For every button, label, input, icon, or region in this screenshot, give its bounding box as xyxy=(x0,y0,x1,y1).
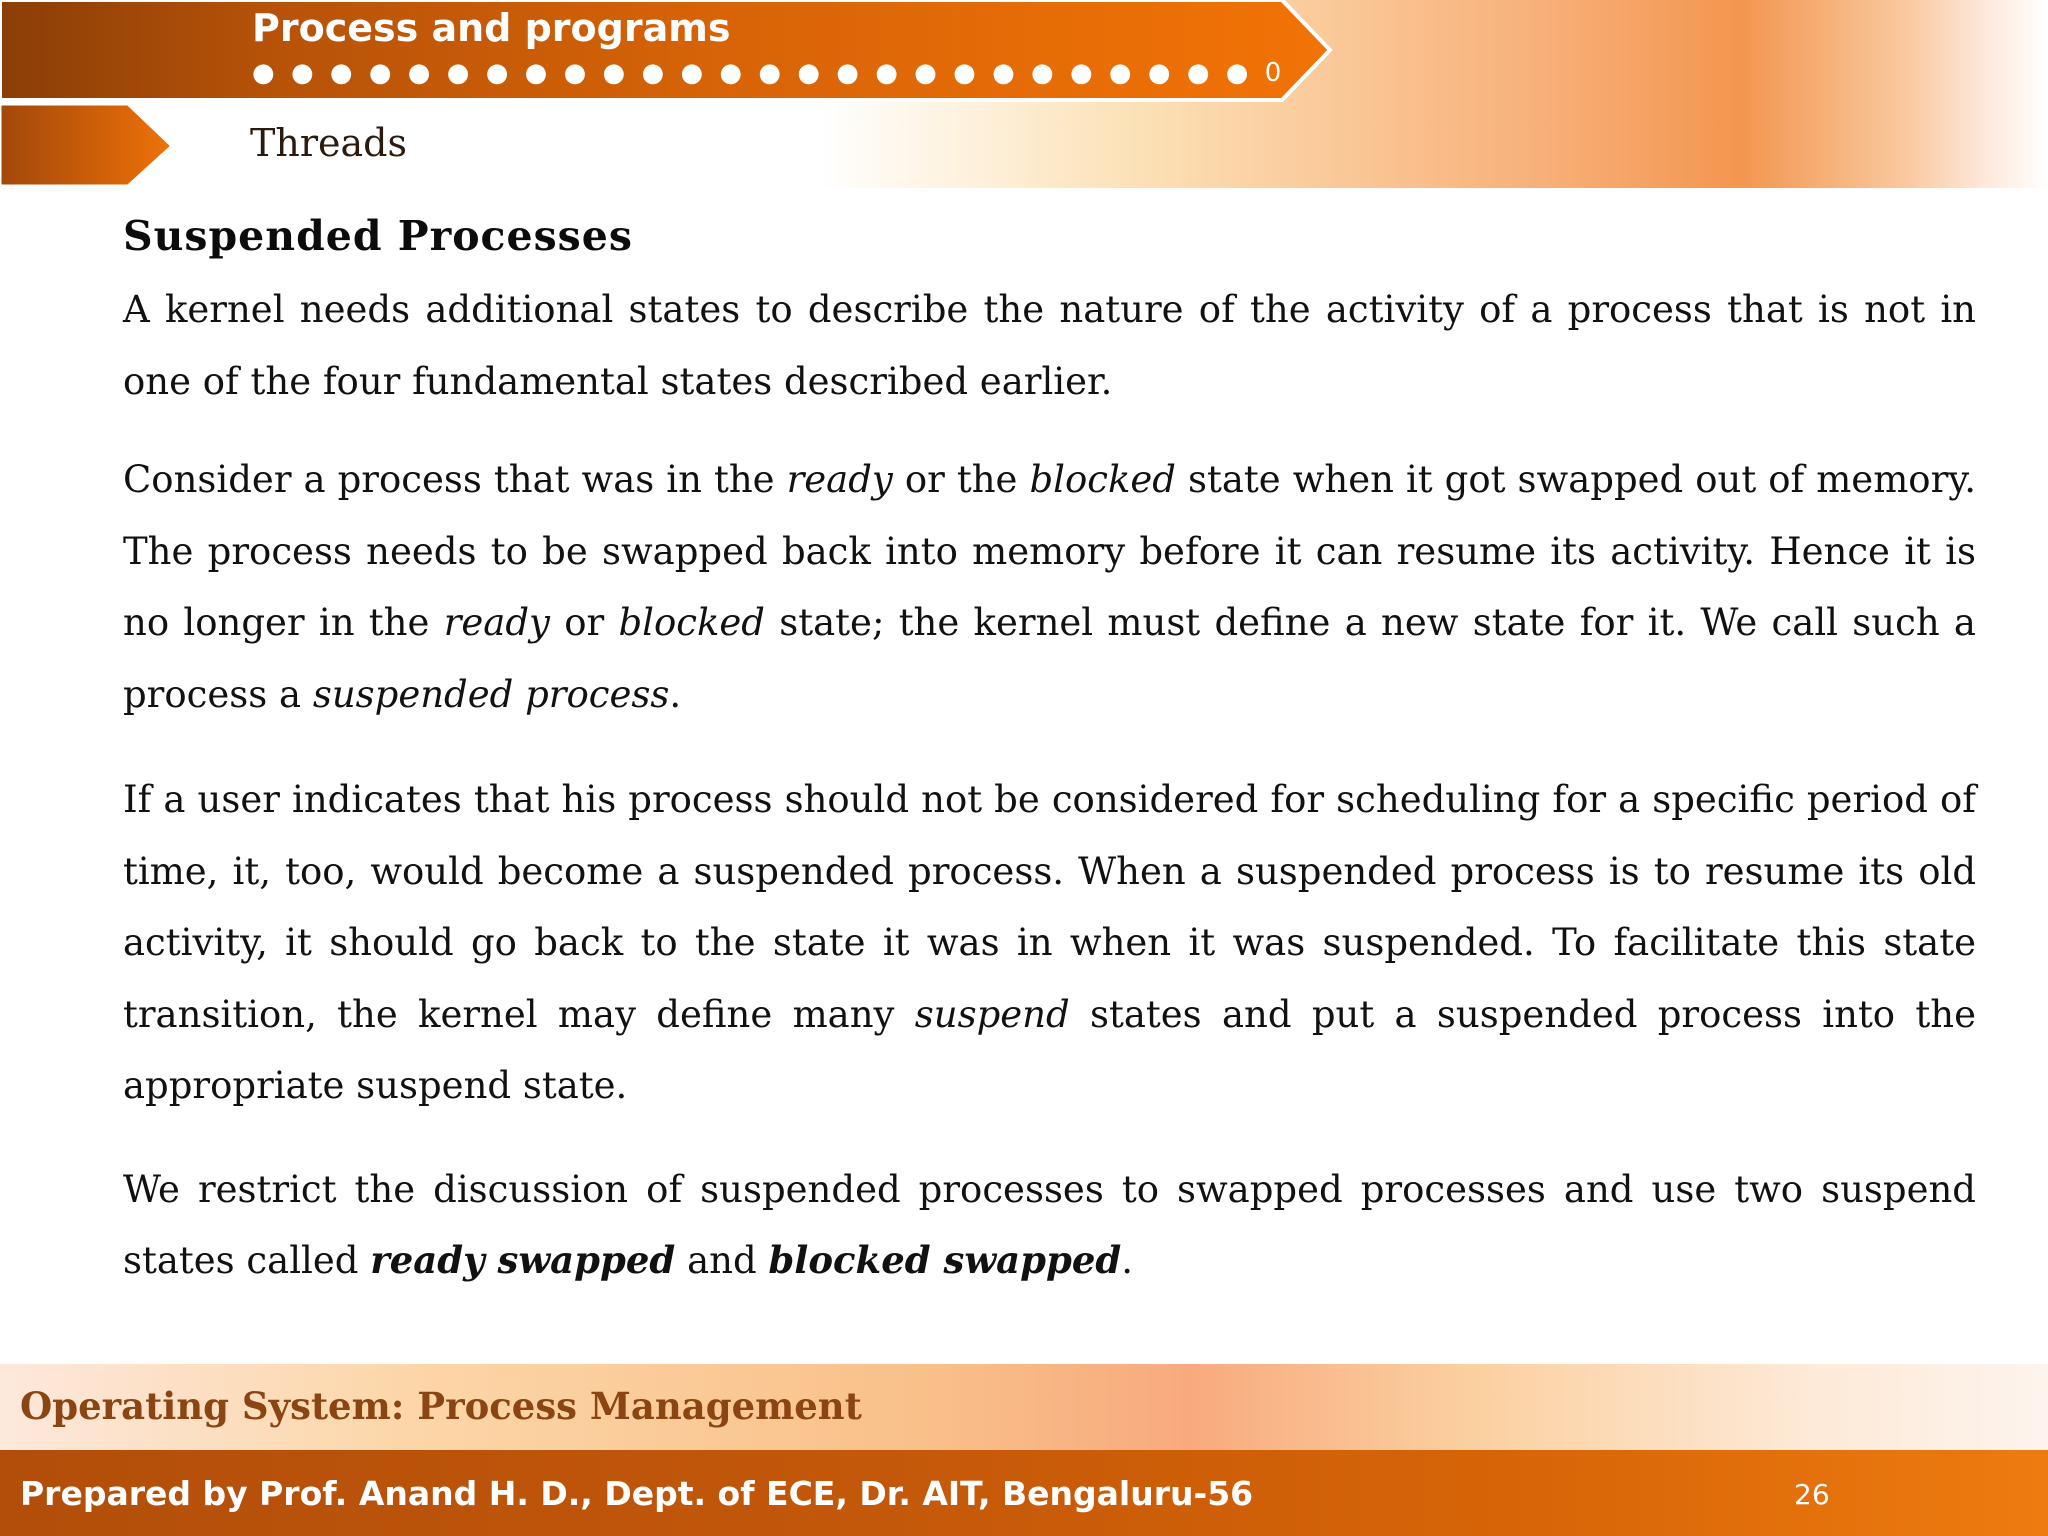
p4-strong: blocked swapped xyxy=(768,1238,1122,1282)
author-credit: Prepared by Prof. Anand H. D., Dept. of ECE, Dr. AIT, Bengaluru-56 xyxy=(20,1474,1254,1513)
slide-content xyxy=(123,212,1976,1297)
progress-dots: ● ● ● ● ● ● ● ● ● ● ● ● ● ● ● ● ● ● ● ● ● ● ● ● ● ● 0 xyxy=(252,58,1286,88)
p2-text: or xyxy=(549,601,619,644)
section-title: Process and programs xyxy=(252,6,731,50)
page-number: 26 xyxy=(1794,1478,1830,1511)
p2-emphasis: blocked xyxy=(618,601,765,644)
p3-emphasis: suspend xyxy=(914,992,1070,1036)
paragraph-4 xyxy=(123,1154,1976,1297)
p4-strong: ready swapped xyxy=(370,1238,676,1282)
p2-text: Consider a process that was in the xyxy=(123,458,787,501)
paragraph-3 xyxy=(123,764,1976,1122)
paragraph-1: A kernel needs additional states to describe the nature of the activity of a process that is not in one of the four fundamental states described earlier. xyxy=(123,288,1976,403)
p2-text: . xyxy=(669,672,682,716)
paragraph-2 xyxy=(123,444,1976,730)
p2-text: or the xyxy=(892,458,1030,501)
course-title: Operating System: Process Management xyxy=(20,1384,862,1428)
p2-emphasis: ready xyxy=(786,458,893,501)
p2-text: state when it got swapped out of memory. The process needs to be swapped back into memory before it can resume its activity. Hence it is no longer in the xyxy=(123,458,1977,644)
p4-text: and xyxy=(675,1239,769,1282)
content-heading: Suspended Processes xyxy=(123,212,633,260)
p2-emphasis: blocked xyxy=(1029,458,1176,501)
p3-text: states and put a suspended process into the appropriate suspend state. xyxy=(123,992,1976,1107)
p3-text: If a user indicates that his process should not be considered for scheduling for a specific period of time, it, too, would become a suspended process. When a suspended process is to resume its old activity, it should go back to the state it was in when it was suspended. To facilitate this state transition, the kernel may define many xyxy=(123,778,1976,1036)
p2-emphasis: ready xyxy=(443,601,550,644)
p2-text: state; the kernel must define a new state for it. We call such a process a xyxy=(123,601,1976,716)
p4-text: . xyxy=(1121,1239,1134,1282)
p4-text: We restrict the discussion of suspended processes to swapped processes and use two suspend states called xyxy=(123,1167,1976,1282)
p2-emphasis: suspended process xyxy=(312,672,670,716)
subtitle-label: Threads xyxy=(250,121,407,165)
